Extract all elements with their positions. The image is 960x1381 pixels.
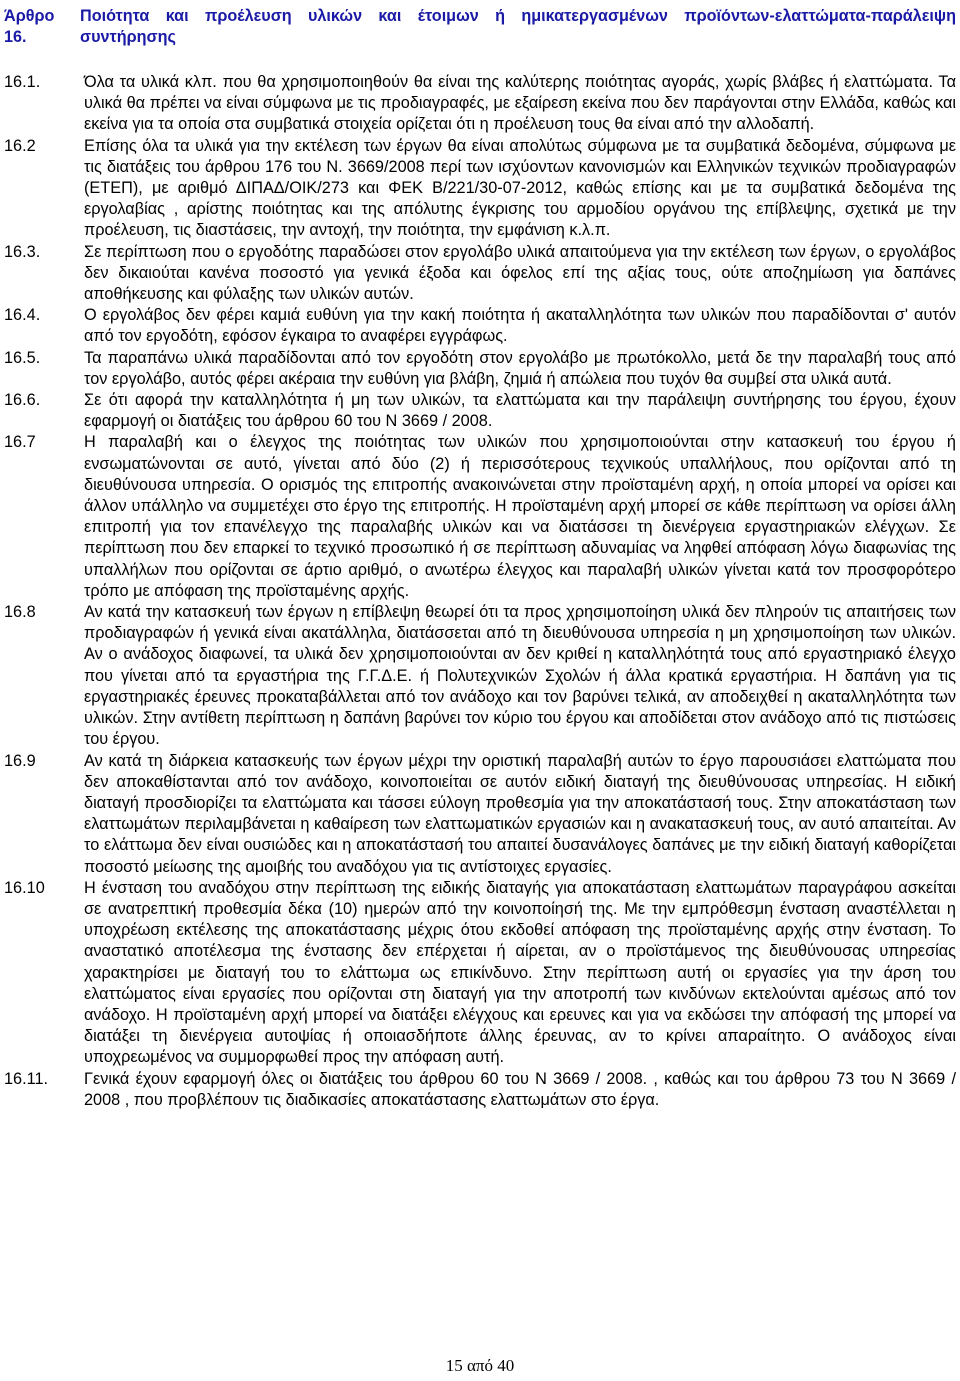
clause-16-8 [4,602,956,750]
clause-16-6 [4,390,956,432]
clause-number: 16.3. [4,242,41,261]
clause-16-9 [4,751,956,878]
article-number: Άρθρο 16. [4,7,55,46]
clause-16-4 [4,305,956,347]
clause-number: 16.11. [4,1069,49,1088]
clause-text: Σε ότι αφορά την καταλληλότητα ή μη των υλικών, τα ελαττώματα και την παράλειψη συντήρησης του έργου, έχουν εφαρμογή οι διατάξεις του άρθρου 60 του Ν 3669 / 2008. [84,391,956,431]
clause-text: Γενικά έχουν εφαρμογή όλες οι διατάξεις του άρθρου 60 του Ν 3669 / 2008. , καθώς και του άρθρου 73 του Ν 3669 / 2008 , που προβλέπουν τις διαδικασίες αποκατάστασης ελαττωμάτων στο έργα. [84,1069,956,1109]
clause-text: Αν κατά τη διάρκεια κατασκευής των έργων μέχρι την οριστική παραλαβή αυτών το έργο παρουσιάσει ελαττώματα που δεν αποκαθίστανται από τον ανάδοχο, κοινοποιείται σε αυτόν ειδική διαταγή της διευθύνουσας υπηρεσίας. Η ειδική διαταγή προσδιορίζει τα ελαττώματα και τάσσει εύλογη προθεσμία για την αποκατάστασή τους. Στην αποκατάσταση των ελαττωμάτων περιλαμβάνεται η καθαίρεση των ελαττωματικών εργασιών και η ανακατασκευή τους, αν αυτό απαιτείται. Αν το ελάττωμα δεν είναι ουσιώδες και η αποκατάστασή του απαιτεί δυσανάλογες δαπάνες με την ειδική διαταγή καθορίζεται ποσοστό μείωσης της αμοιβής του αναδόχου για τις αντίστοιχες εργασίες. [84,751,956,876]
clause-number: 16.4. [4,306,41,325]
page-number: 15 από 40 [445,1356,515,1375]
clause-number: 16.9 [4,751,36,770]
clause-text: Ο εργολάβος δεν φέρει καμιά ευθύνη για την κακή ποιότητα ή ακαταλληλότητα των υλικών που παραδίδονται σ' αυτόν από τον εργοδότη, εφόσον έγκαιρα το αναφέρει εγγράφως. [84,306,956,346]
clause-number: 16.7 [4,433,36,452]
clause-16-5 [4,348,956,390]
clause-16-3 [4,242,956,306]
clause-number: 16.1. [4,73,41,91]
clause-text: Επίσης όλα τα υλικά για την εκτέλεση των έργων θα είναι απολύτως σύμφωνα με τα συμβατικά δεδομένα, σύμφωνα με τις διατάξεις του άρθρου 176 του Ν. 3669/2008 περί των ισχύοντων κανονισμών και Ελληνικών τεχνικών προδιαγραφών (ΕΤΕΠ), με αριθμό ΔΙΠΑΔ/ΟΙΚ/273 και ΦΕΚ Β/221/30-07-2012, καθώς επίσης και με τα συμβατικά δεδομένα της εργολαβίας , αρίστης ποιότητας και της απόλυτης έγκρισης του αρμοδίου οργάνου της επίβλεψης, σχετικά με την προέλευση, τις διαστάσεις, την αντοχή, την ποιότητα, την εμφάνιση κ.λ.π. [84,136,956,240]
clause-16-2 [4,136,956,242]
clause-16-10 [4,878,956,1069]
clause-text: Σε περίπτωση που ο εργοδότης παραδώσει στον εργολάβο υλικά απαιτούμενα για την εκτέλεση των έργων, ο εργολάβος δεν δικαιούται κανένα ποσοστό για γενικά έξοδα και όφελος επί της αξίας τους, ούτε αποζημίωση για δαπάνες αποθήκευσης και φύλαξης των υλικών αυτών. [84,242,956,304]
clause-text: Η ένσταση του αναδόχου στην περίπτωση της ειδικής διαταγής για αποκατάσταση ελαττωμάτων παραγράφου ασκείται σε ανατρεπτική προθεσμία δέκα (10) ημερών από την κοινοποίησή της. Με την εμπρόθεσμη ένσταση αναστέλλεται η υποχρέωση εκτέλεσης της αποκατάστασης μέχρις ότου εκδοθεί απόφαση της προϊσταμένης αρχής στην ένσταση. Το αναστατικό αποτέλεσμα της ένστασης δεν επέρχεται ή αίρεται, αν ο προϊστάμενος της διευθύνουσας υπηρεσίας χαρακτηρίσει με διαταγή του το ελάττωμα ως επικίνδυνο. Στην περίπτωση αυτή οι εργασίες για την άρση του ελαττώματος είναι εργασίες που ορίζονται στη διαταγή για την αποτροπή των κινδύνων εκτελούνται αμέσως από τον ανάδοχο. Η προϊσταμένη αρχή μπορεί να διατάξει ελέγχους και ερευνες και για να εκδώσει την απόφασή της μπορεί να διατάξει τη διενέργεια αυτοψίας ή οποιασδήποτε άλλης έρευνας, αν το κρίνει απαραίτητο. Ο ανάδοχος είναι υποχρεωμένος να συμμορφωθεί προς την απόφαση αυτή. [84,878,956,1067]
clause-16-1 [4,72,956,136]
clause-number: 16.5. [4,348,41,367]
article-heading [4,6,956,48]
clause-number: 16.8 [4,603,36,622]
clause-text: Η παραλαβή και ο έλεγχος της ποιότητας των υλικών που χρησιμοποιούνται στην κατασκευή του έργου ή ενσωματώνονται σε αυτό, γίνεται από δύο (2) ή περισσότερους τεχνικούς υπαλλήλους, που ορίζονται από τη διευθύνουσα υπηρεσία. Ο ορισμός της επιτροπής ανακοινώνεται στην προϊσταμένη αρχή, η οποία μπορεί να ορίσει και άλλον υπάλληλο να συμμετέχει στο έργο της επιτροπής. Η προϊσταμένη αρχή μπορεί σε κάθε περίπτωση να ορίσει άλλη επιτροπή για τον επανέλεγχο της παραλαβής υλικών και να διατάσσει τη διενέργεια εργαστηριακών ελέγχων. Σε περίπτωση που δεν επαρκεί το τεχνικό προσωπικό ή σε περίπτωση αδυναμίας να ληφθεί απόφαση λόγω διαφωνίας της υπαλλήλων που ορίζονται σε άρτιο αριθμό, ο ανωτέρω έλεγχος και παραλαβή υλικών γίνεται κατά τον προσφορότερο τρόπο με απόφαση της προϊσταμένης αρχής. [84,433,956,600]
clause-text: Τα παραπάνω υλικά παραδίδονται από τον εργοδότη στον εργολάβο με πρωτόκολλο, μετά δε την παραλαβή τους από τον εργολάβο, αυτός φέρει ακέραια την ευθύνη για βλάβη, ζημιά ή απώλεια που τυχόν θα συμβεί στα υλικά αυτά. [84,348,956,388]
clause-16-7 [4,432,956,602]
clause-text: Αν κατά την κατασκευή των έργων η επίβλεψη θεωρεί ότι τα προς χρησιμοποίηση υλικά δεν πληρούν τις απαιτήσεις των προδιαγραφών ή γενικά είναι ακατάλληλα, διατάσσεται από τη διευθύνουσα υπηρεσία η μη χρησιμοποίηση των υλικών. Αν ο ανάδοχος διαφωνεί, τα υλικά δεν χρησιμοποιούνται αν δεν κριθεί η καταλληλότητά τους από εργαστηριακό έλεγχο που γίνεται από τα εργαστήρια της Γ.Γ.Δ.Ε. ή Πολυτεχνικών Σχολών ή άλλα κρατικά εργαστήρια. Η δαπάνη για τις εργαστηριακές έρευνες προκαταβάλλεται από τον ανάδοχο και τον βαρύνει τελικά, αν αποδειχθεί η ακαταλληλότητα των υλικών. Στην αντίθετη περίπτωση η δαπάνη βαρύνει τον κύριο του έργου και αποδίδεται στον ανάδοχο από τις πιστώσεις του έργου. [84,603,956,749]
clause-number: 16.10 [4,878,45,897]
article-title: Ποιότητα και προέλευση υλικών και έτοιμων ή ημικατεργασμένων προϊόντων-ελαττώματα-παράλειψη συντήρησης [80,7,956,46]
clause-16-11 [4,1069,956,1111]
clause-text: Όλα τα υλικά κλπ. που θα χρησιμοποιηθούν θα είναι της καλύτερης ποιότητας αγοράς, χωρίς βλάβες ή ελαττώματα. Τα υλικά θα πρέπει να είναι σύμφωνα με τις προδιαγραφές, με εξαίρεση εκείνα που δεν παράγονται στην Ελλάδα, καθώς και εκείνα για τα οποία στα συμβατικά στοιχεία ορίζεται ότι η προέλευση τους θα είναι από την αλλοδαπή. [84,73,956,134]
clause-number: 16.2 [4,136,36,155]
clause-number: 16.6. [4,391,41,410]
